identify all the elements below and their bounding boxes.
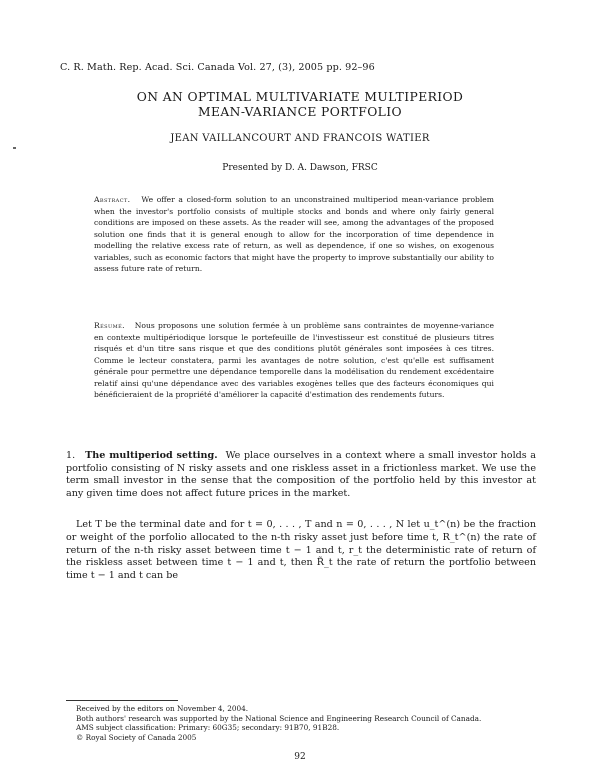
footnote-rule xyxy=(66,700,178,701)
section-1-intro xyxy=(66,450,536,500)
page-number: 92 xyxy=(294,752,306,762)
abstract-text: We offer a closed-form solution to an unconstrained multiperiod mean-variance problem when the investor's portfolio consists of multiple stocks and bonds and where only fairly general conditions are imposed on these assets. As the reader will see, among the advantages of the proposed solution one finds that it is general enough to allow for the incorporation of time dependence in modelling the relative excess rate of return, as well as dependence, if one so wishes, on exogenous variables, such as economic factors that might have the property to improve substantially our ability to assess future rate of return. xyxy=(94,195,494,273)
footnote-copyright: © Royal Society of Canada 2005 xyxy=(76,732,197,742)
title-line-1: ON AN OPTIMAL MULTIVARIATE MULTIPERIOD xyxy=(136,90,464,104)
footnote-ams: AMS subject classification: Primary: 60G35; secondary: 91B70, 91B28. xyxy=(76,723,340,732)
abstract-label: Abstract. xyxy=(94,195,131,204)
footnote-received-text: Received by the editors on November 4, 2004. xyxy=(76,704,249,713)
paper-title xyxy=(0,90,600,120)
abstract xyxy=(94,194,494,275)
margin-mark xyxy=(13,147,16,149)
title-line-2: MEAN-VARIANCE PORTFOLIO xyxy=(198,105,402,119)
paragraph-2-text: Let T be the terminal date and for t = 0, . . . , T and n = 0, . . . , N let u_t^(n) be the fraction or weight of the porfolio allocated to the n-th risky asset just before time t, R_t^(n) the rate of return of the n-th risky asset between time t − 1 and t, r_t the deterministic rate of return of the riskless asset between time t − 1 and t, then R̃_t the rate of return the portfolio between time t − 1 and t can be xyxy=(66,519,536,582)
section-1-paragraph-1: We place ourselves in a context where a small investor holds a portfolio consisting of N risky assets and one riskless asset in a frictionless market. We use the term small investor in the sense that the composition of the portfolio held by this investor at any given time does not affect future prices in the market. xyxy=(66,450,536,499)
resume-label: Résumé. xyxy=(94,321,125,330)
footnote-received xyxy=(66,704,536,742)
section-title: The multiperiod setting. xyxy=(85,450,218,461)
resume xyxy=(94,320,494,401)
journal-citation: C. R. Math. Rep. Acad. Sci. Canada Vol. 27, (3), 2005 pp. 92–96 xyxy=(60,62,375,73)
authors: JEAN VAILLANCOURT AND FRANCOIS WATIER xyxy=(170,133,430,144)
resume-text: Nous proposons une solution fermée à un problème sans contraintes de moyenne-variance en contexte multipériodique lorsque le portefeuille de l'investisseur est constitué de plusieurs titres risqués et d'un titre sans risque et que des conditions plutôt générales sont imposées à ces titres. Comme le lecteur constatera, parmi les avantages de notre solution, c'est qu'elle est suffisament générale pour permettre une dépendance temporelle dans la modélisation du rendement excédentaire relatif ainsi qu'une dépendance avec des variables exogènes telles que des facteurs économiques qui bénéficieraient de la propriété d'améliorer la capacité d'estimation des rendements futurs. xyxy=(94,321,494,399)
section-1-paragraph-2 xyxy=(66,519,536,583)
section-number: 1. xyxy=(66,450,76,461)
presented-by: Presented by D. A. Dawson, FRSC xyxy=(222,163,378,173)
footnote-support: Both authors' research was supported by the National Science and Engineering Research Council of Canada. xyxy=(76,713,482,723)
